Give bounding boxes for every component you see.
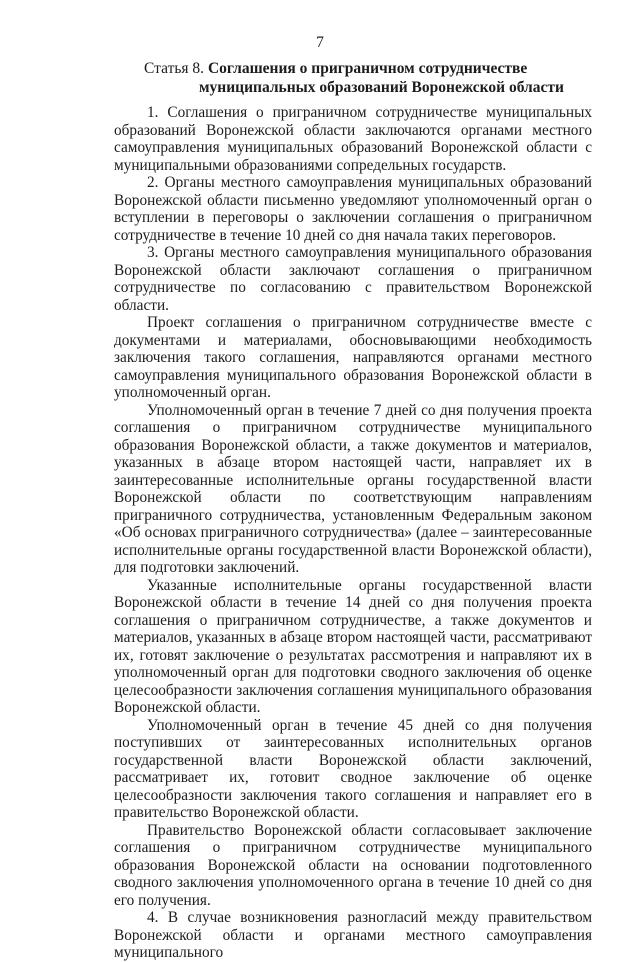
paragraph-part-2: 2. Органы местного самоуправления муниципальных образований Воронежской области письменно уведомляют уполномоченный орган о вступлении в переговоры о заключении соглашения о приграничном сотрудничестве в течение 10 дней со дня начала таких переговоров. — [114, 174, 592, 244]
paragraph-authorized-body-45-days: Уполномоченный орган в течение 45 дней со дня получения поступивших от заинтересованных исполнительных органов государственной власти Воронежской области заключений, рассматривает их, готовит сводное заключение об оценке целесообразности заключения такого соглашения и направляет его в правительство Воронежской области. — [114, 716, 592, 821]
paragraph-part-3: 3. Органы местного самоуправления муниципального образования Воронежской области заключают соглашения о приграничном сотрудничестве по согласованию с правительством Воронежской области. — [114, 244, 592, 314]
paragraph-authorized-body-7-days: Уполномоченный орган в течение 7 дней со дня получения проекта соглашения о приграничном сотрудничестве муниципального образования Воронежской области, а также документов и материалов, указанных в абзаце втором настоящей части, направляет их в заинтересованные исполнительные органы государственной власти Воронежской области по соответствующим направлениям приграничного сотрудничества, установленным Федеральным законом «Об основах приграничного сотрудничества» (далее – заинтересованные исполнительные органы государственной власти Воронежской области), для подготовки заключений. — [114, 401, 592, 576]
paragraph-part-1: 1. Соглашения о приграничном сотрудничестве муниципальных образований Воронежской области заключаются органами местного самоуправления муниципальных образований Воронежской области с муниципальными образованиями сопредельных государств. — [114, 104, 592, 174]
paragraph-executive-bodies-14-days: Указанные исполнительные органы государственной власти Воронежской области в течение 14 дней со дня получения проекта соглашения о приграничном сотрудничестве, а также документов и материалов, указанных в абзаце втором настоящей части, рассматривают их, готовят заключение о результатах рассмотрения и направляют их в уполномоченный орган для подготовки сводного заключения об оценке целесообразности заключения соглашения муниципального образования Воронежской области. — [114, 576, 592, 716]
article-title-line-1: Соглашения о приграничном сотрудничестве — [207, 60, 528, 77]
article-body — [114, 104, 592, 962]
page-number: 7 — [316, 34, 324, 51]
paragraph-government-approval: Правительство Воронежской области согласовывает заключение соглашения о приграничном сотрудничестве муниципального образования Воронежской области на основании подготовленного сводного заключения уполномоченного органа в течение 10 дней со дня его получения. — [114, 821, 592, 909]
article-heading — [144, 60, 584, 97]
article-title-line-2: муниципальных образований Воронежской области — [199, 78, 564, 96]
article-label: Статья 8. — [144, 60, 205, 77]
paragraph-part-4: 4. В случае возникновения разногласий между правительством Воронежской области и органами местного самоуправления муниципального — [114, 909, 592, 961]
paragraph-project-submission: Проект соглашения о приграничном сотрудничестве вместе с документами и материалами, обосновывающими необходимость заключения такого соглашения, направляются органами местного самоуправления муниципального образования Воронежской области в уполномоченный орган. — [114, 314, 592, 401]
